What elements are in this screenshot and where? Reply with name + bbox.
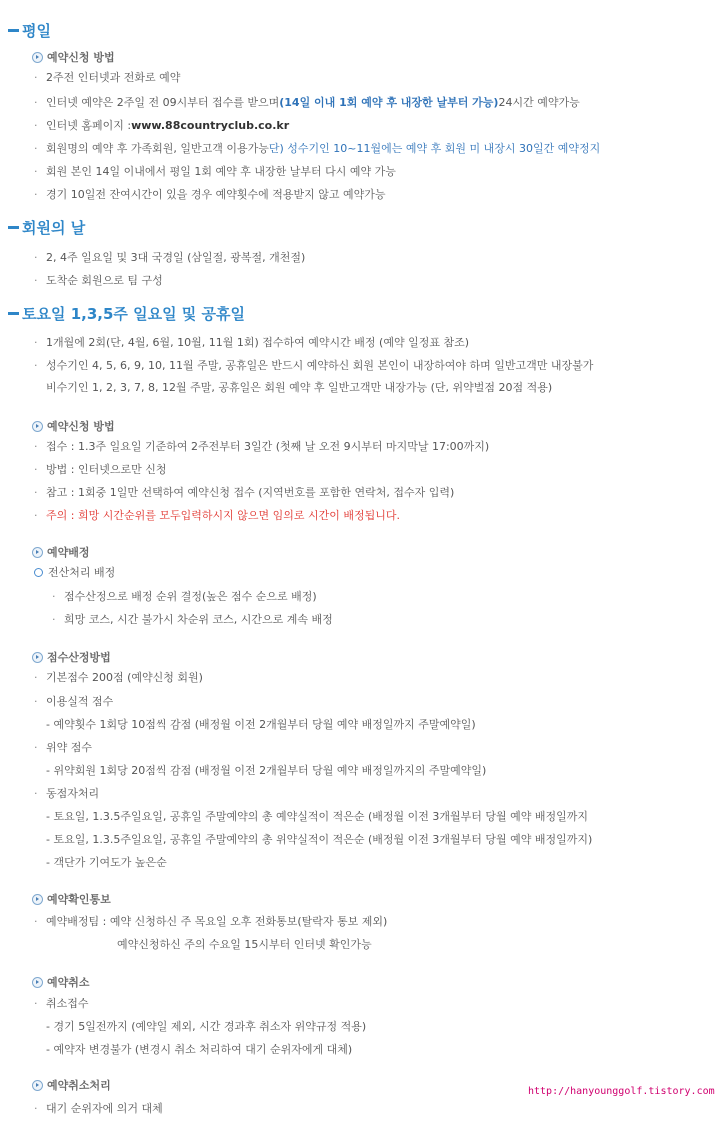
- bullet-icon: ·: [34, 273, 38, 287]
- homepage-url: www.88countryclub.co.kr: [131, 118, 290, 132]
- list-item: [34, 356, 593, 374]
- list-item: [34, 68, 180, 86]
- bullet-icon: ·: [34, 250, 38, 264]
- list-item-text: 성수기인 4, 5, 6, 9, 10, 11월 주말, 공휴일은 반드시 예약하신 회원 본인이 내장하여야 하며 일반고객만 내장불가: [46, 359, 594, 372]
- list-item-continued: [46, 378, 552, 396]
- list-item-text: 도착순 회원으로 팀 구성: [46, 274, 163, 287]
- list-item: [34, 139, 600, 157]
- bullet-icon: ·: [34, 95, 38, 109]
- list-subitem: [46, 853, 167, 871]
- list-item: [34, 333, 469, 351]
- subtitle-text: 점수산정방법: [47, 651, 111, 664]
- bullet-icon: ·: [34, 740, 38, 754]
- bullet-icon: ·: [34, 485, 38, 499]
- subtitle-assign: [32, 544, 90, 560]
- bullet-icon: ·: [34, 358, 38, 372]
- list-item: [34, 784, 99, 802]
- list-item-text: 대기 순위자에 의거 대체: [46, 1102, 163, 1115]
- subtitle-cancel-process: [32, 1077, 111, 1093]
- list-item-text: 회원 본인 14일 이내에서 평일 1회 예약 후 내장한 날부터 다시 예약 가능: [46, 165, 396, 178]
- bullet-icon: ·: [34, 996, 38, 1010]
- bullet-icon: ·: [34, 118, 38, 132]
- list-item-text: - 객단가 기여도가 높은순: [46, 856, 167, 869]
- list-subitem: [46, 761, 486, 779]
- list-item-text: 참고 : 1회중 1일만 선택하여 예약신청 접수 (지역번호를 포함한 연락처, 접수자 입력): [46, 486, 455, 499]
- list-item: [34, 460, 166, 478]
- list-item: [34, 185, 386, 203]
- bullet-icon: ·: [34, 335, 38, 349]
- list-item: [34, 1099, 163, 1117]
- list-item: [34, 93, 580, 111]
- warning-item: [34, 506, 400, 524]
- list-item-text: 접수 : 1.3주 일요일 기준하여 2주전부터 3일간 (첫째 날 오전 9시부터 마지막날 17:00까지): [46, 440, 490, 453]
- ring-bullet-icon: [34, 568, 43, 577]
- list-item-text: 기본점수 200점 (예약신청 회원): [46, 671, 203, 684]
- list-item-text: - 토요일, 1.3.5주일요일, 공휴일 주말예약의 총 예약실적이 적은순 (배정월 이전 3개월부터 당월 예약 배정일까지: [46, 810, 588, 823]
- list-item-text: 회원명의 예약 후 가족회원, 일반고객 이용가능: [46, 142, 269, 155]
- list-subitem: [46, 715, 476, 733]
- subtitle-text: 예약확인통보: [47, 893, 111, 906]
- list-item: [34, 563, 115, 581]
- arrow-circle-icon: [32, 652, 43, 663]
- section-title-member-day: [8, 215, 85, 239]
- list-item-text: 이용실적 점수: [46, 695, 114, 708]
- list-item-text: 경기 10일전 잔여시간이 있을 경우 예약횟수에 적용받지 않고 예약가능: [46, 188, 386, 201]
- bullet-icon: ·: [34, 786, 38, 800]
- list-item-text: 2주전 인터넷과 전화로 예약: [46, 71, 181, 84]
- bullet-icon: ·: [34, 508, 38, 522]
- list-subitem: [46, 830, 592, 848]
- list-item-text: - 예약횟수 1회당 10점씩 감점 (배정월 이전 2개월부터 당월 예약 배정일까지 주말예약일): [46, 718, 476, 731]
- arrow-circle-icon: [32, 52, 43, 63]
- subtitle-text: 예약취소: [47, 976, 90, 989]
- arrow-circle-icon: [32, 977, 43, 988]
- subtitle-text: 예약신청 방법: [47, 420, 115, 433]
- list-item: [52, 587, 317, 605]
- section-title-weekday: [8, 18, 51, 42]
- subtitle-method: [32, 49, 115, 65]
- list-item-text: 위약 점수: [46, 741, 93, 754]
- list-subitem: [46, 1017, 366, 1035]
- list-item: [34, 994, 89, 1012]
- list-item-text: 전산처리 배정: [48, 566, 116, 579]
- bullet-icon: ·: [34, 439, 38, 453]
- section-title-text: 평일: [22, 21, 51, 40]
- list-item-continued: [117, 935, 372, 953]
- bullet-icon: ·: [34, 70, 38, 84]
- bullet-icon: ·: [52, 589, 56, 603]
- subtitle-apply: [32, 418, 115, 434]
- subtitle-score: [32, 649, 111, 665]
- subtitle-confirm: [32, 891, 111, 907]
- list-item: [34, 668, 203, 686]
- list-item-text: 2, 4주 일요일 및 3대 국경일 (삼일절, 광복절, 개천절): [46, 251, 306, 264]
- list-subitem: [46, 807, 588, 825]
- list-item-text: 방법 : 인터넷으로만 신청: [46, 463, 167, 476]
- bullet-icon: ·: [34, 462, 38, 476]
- list-item: [34, 738, 92, 756]
- title-dash-icon: [8, 226, 19, 229]
- section-title-weekend: [8, 301, 245, 325]
- arrow-circle-icon: [32, 1080, 43, 1091]
- list-item-text: 점수산정으로 배정 순위 결정(높은 점수 순으로 배정): [64, 590, 317, 603]
- warning-text: 주의 : 희망 시간순위를 모두입력하시지 않으면 임의로 시간이 배정됩니다.: [46, 509, 400, 522]
- list-item-text: 동점자처리: [46, 787, 100, 800]
- list-item: [34, 692, 113, 710]
- list-item-text: 희망 코스, 시간 불가시 차순위 코스, 시간으로 계속 배정: [64, 613, 333, 626]
- bullet-icon: ·: [34, 914, 38, 928]
- list-item-text: 인터넷 홈페이지 :: [46, 119, 132, 132]
- bullet-icon: ·: [34, 694, 38, 708]
- bullet-icon: ·: [52, 612, 56, 626]
- bullet-icon: ·: [34, 1101, 38, 1115]
- subtitle-cancel: [32, 974, 90, 990]
- section-title-text: 회원의 날: [22, 218, 86, 237]
- list-item: [34, 483, 454, 501]
- list-item: [52, 610, 333, 628]
- list-item-text: 인터넷 예약은 2주일 전 09시부터 접수를 받으며: [46, 96, 280, 109]
- list-item: [34, 912, 387, 930]
- list-item-text: - 예약자 변경불가 (변경시 취소 처리하여 대기 순위자에게 대체): [46, 1043, 353, 1056]
- bullet-icon: ·: [34, 141, 38, 155]
- list-item: [34, 162, 396, 180]
- list-item-text: - 토요일, 1.3.5주일요일, 공휴일 주말예약의 총 위약실적이 적은순 (배정월 이전 3개월부터 당월 예약 배정일까지): [46, 833, 593, 846]
- highlight-text: (14일 이내 1회 예약 후 내장한 날부터 가능): [279, 96, 499, 109]
- title-dash-icon: [8, 312, 19, 315]
- list-item-text: 예약배정팀 : 예약 신청하신 주 목요일 오후 전화통보(탈락자 통보 제외): [46, 915, 388, 928]
- highlight-text: 단) 성수기인 10~11월에는 예약 후 회원 미 내장시 30일간 예약정지: [268, 142, 601, 155]
- list-item: [34, 271, 163, 289]
- list-item-text: 예약신청하신 주의 수요일 15시부터 인터넷 확인가능: [117, 938, 372, 951]
- list-item: [34, 437, 489, 455]
- arrow-circle-icon: [32, 547, 43, 558]
- footer-url[interactable]: http://hanyounggolf.tistory.com: [528, 1086, 715, 1097]
- bullet-icon: ·: [34, 670, 38, 684]
- list-subitem: [46, 1040, 352, 1058]
- list-item-text: - 위약회원 1회당 20점씩 감점 (배정월 이전 2개월부터 당월 예약 배정일까지의 주말예약일): [46, 764, 487, 777]
- list-item: [34, 116, 289, 134]
- list-item-text: 1개월에 2회(단, 4월, 6월, 10월, 11월 1회) 접수하여 예약시간 배정 (예약 일정표 참조): [46, 336, 469, 349]
- bullet-icon: ·: [34, 164, 38, 178]
- list-item-text: 비수기인 1, 2, 3, 7, 8, 12월 주말, 공휴일은 회원 예약 후 일반고객만 내장가능 (단, 위약벌점 20점 적용): [46, 381, 553, 394]
- subtitle-text: 예약신청 방법: [47, 51, 115, 64]
- arrow-circle-icon: [32, 421, 43, 432]
- title-dash-icon: [8, 29, 19, 32]
- list-item-text: 24시간 예약가능: [498, 96, 580, 109]
- subtitle-text: 예약취소처리: [47, 1079, 111, 1092]
- section-title-text: 토요일 1,3,5주 일요일 및 공휴일: [22, 304, 245, 323]
- arrow-circle-icon: [32, 894, 43, 905]
- bullet-icon: ·: [34, 187, 38, 201]
- list-item-text: 취소접수: [46, 997, 89, 1010]
- subtitle-text: 예약배정: [47, 546, 90, 559]
- list-item-text: - 경기 5일전까지 (예약일 제외, 시간 경과후 취소자 위약규정 적용): [46, 1020, 367, 1033]
- list-item: [34, 248, 305, 266]
